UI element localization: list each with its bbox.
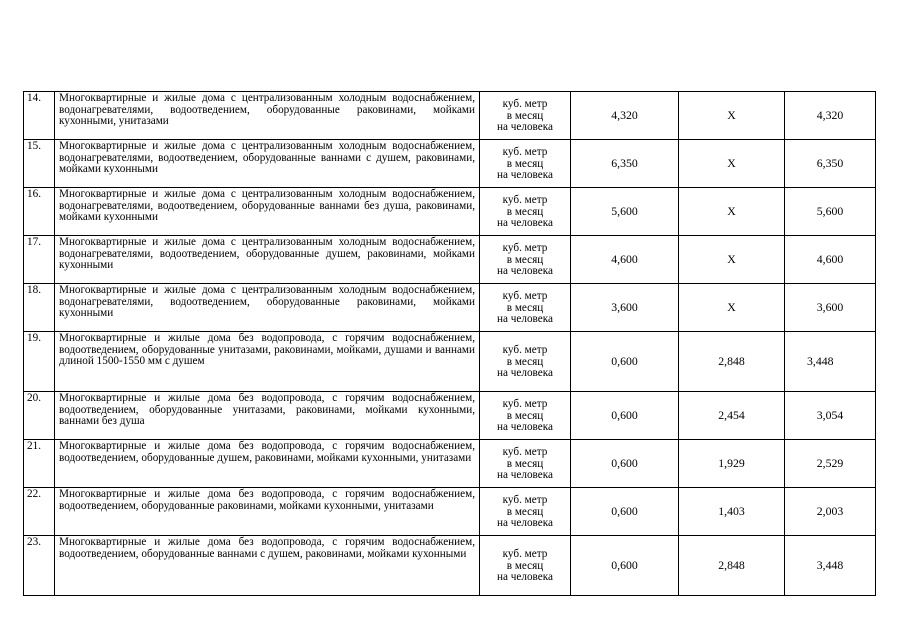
row-value-2: Х bbox=[679, 284, 785, 332]
row-value-total: 3,448 bbox=[785, 332, 876, 392]
table-row bbox=[24, 440, 876, 488]
row-description: Многоквартирные и жилые дома без водопровода, с горячим водоснабжением, водоотведением, оборудованные душем, раковинами, мойками кухонными, унитазами bbox=[55, 440, 480, 488]
row-value-total: 2,003 bbox=[785, 488, 876, 536]
row-unit: куб. метр в месяц на человека bbox=[480, 488, 571, 536]
row-description: Многоквартирные и жилые дома с централизованным холодным водоснабжением, водонагревателями, водоотведением, оборудованные раковинами, мойками кухонными bbox=[55, 284, 480, 332]
norms-table bbox=[23, 91, 876, 596]
row-value-1: 0,600 bbox=[571, 440, 679, 488]
row-unit: куб. метр в месяц на человека bbox=[480, 92, 571, 140]
row-unit: куб. метр в месяц на человека bbox=[480, 188, 571, 236]
row-description: Многоквартирные и жилые дома без водопровода, с горячим водоснабжением, водоотведением, оборудованные раковинами, мойками кухонными, унитазами bbox=[55, 488, 480, 536]
row-unit: куб. метр в месяц на человека bbox=[480, 236, 571, 284]
row-value-total: 4,320 bbox=[785, 92, 876, 140]
row-value-total: 3,054 bbox=[785, 392, 876, 440]
row-value-2: 2,848 bbox=[679, 332, 785, 392]
row-value-2: Х bbox=[679, 140, 785, 188]
row-value-2: 2,848 bbox=[679, 536, 785, 596]
row-value-total: 4,600 bbox=[785, 236, 876, 284]
table-row bbox=[24, 392, 876, 440]
table-row bbox=[24, 284, 876, 332]
table-row bbox=[24, 536, 876, 596]
row-value-2: 1,403 bbox=[679, 488, 785, 536]
row-unit: куб. метр в месяц на человека bbox=[480, 392, 571, 440]
table-row bbox=[24, 140, 876, 188]
row-unit: куб. метр в месяц на человека bbox=[480, 284, 571, 332]
table-row bbox=[24, 236, 876, 284]
row-value-2: Х bbox=[679, 236, 785, 284]
row-number: 21. bbox=[24, 440, 55, 488]
row-number: 18. bbox=[24, 284, 55, 332]
table-row bbox=[24, 92, 876, 140]
row-number: 23. bbox=[24, 536, 55, 596]
row-value-total: 5,600 bbox=[785, 188, 876, 236]
row-description: Многоквартирные и жилые дома без водопровода, с горячим водоснабжением, водоотведением, оборудованные унитазами, раковинами, мойками кухонными, ваннами без душа bbox=[55, 392, 480, 440]
row-description: Многоквартирные и жилые дома без водопровода, с горячим водоснабжением, водоотведением, оборудованные ваннами с душем, раковинами, мойками кухонными bbox=[55, 536, 480, 596]
row-value-1: 5,600 bbox=[571, 188, 679, 236]
row-unit: куб. метр в месяц на человека bbox=[480, 332, 571, 392]
row-value-total: 2,529 bbox=[785, 440, 876, 488]
row-number: 14. bbox=[24, 92, 55, 140]
row-number: 15. bbox=[24, 140, 55, 188]
row-value-2: Х bbox=[679, 188, 785, 236]
row-number: 19. bbox=[24, 332, 55, 392]
row-number: 16. bbox=[24, 188, 55, 236]
row-value-total: 6,350 bbox=[785, 140, 876, 188]
row-number: 20. bbox=[24, 392, 55, 440]
row-value-2: Х bbox=[679, 92, 785, 140]
row-value-total: 3,600 bbox=[785, 284, 876, 332]
row-description: Многоквартирные и жилые дома с централизованным холодным водоснабжением, водонагревателями, водоотведением, оборудованные ваннами без душа, раковинами, мойками кухонными bbox=[55, 188, 480, 236]
row-value-2: 2,454 bbox=[679, 392, 785, 440]
row-value-1: 0,600 bbox=[571, 536, 679, 596]
row-number: 22. bbox=[24, 488, 55, 536]
row-value-total: 3,448 bbox=[785, 536, 876, 596]
row-description: Многоквартирные и жилые дома с централизованным холодным водоснабжением, водонагревателями, водоотведением, оборудованные раковинами, мойками кухонными, унитазами bbox=[55, 92, 480, 140]
row-value-1: 4,320 bbox=[571, 92, 679, 140]
row-value-1: 0,600 bbox=[571, 392, 679, 440]
row-unit: куб. метр в месяц на человека bbox=[480, 536, 571, 596]
row-description: Многоквартирные и жилые дома с централизованным холодным водоснабжением, водонагревателями, водоотведением, оборудованные душем, раковинами, мойками кухонными bbox=[55, 236, 480, 284]
row-value-1: 0,600 bbox=[571, 488, 679, 536]
row-unit: куб. метр в месяц на человека bbox=[480, 440, 571, 488]
row-value-2: 1,929 bbox=[679, 440, 785, 488]
row-unit: куб. метр в месяц на человека bbox=[480, 140, 571, 188]
table-row bbox=[24, 188, 876, 236]
row-number: 17. bbox=[24, 236, 55, 284]
row-value-1: 6,350 bbox=[571, 140, 679, 188]
row-description: Многоквартирные и жилые дома с централизованным холодным водоснабжением, водонагревателями, водоотведением, оборудованные ваннами с душем, раковинами, мойками кухонными bbox=[55, 140, 480, 188]
row-value-1: 4,600 bbox=[571, 236, 679, 284]
table-row bbox=[24, 332, 876, 392]
row-description: Многоквартирные и жилые дома без водопровода, с горячим водоснабжением, водоотведением, оборудованные унитазами, раковинами, мойками, душами и ваннами длиной 1500-1550 мм с душем bbox=[55, 332, 480, 392]
table-row bbox=[24, 488, 876, 536]
row-value-1: 0,600 bbox=[571, 332, 679, 392]
row-value-1: 3,600 bbox=[571, 284, 679, 332]
